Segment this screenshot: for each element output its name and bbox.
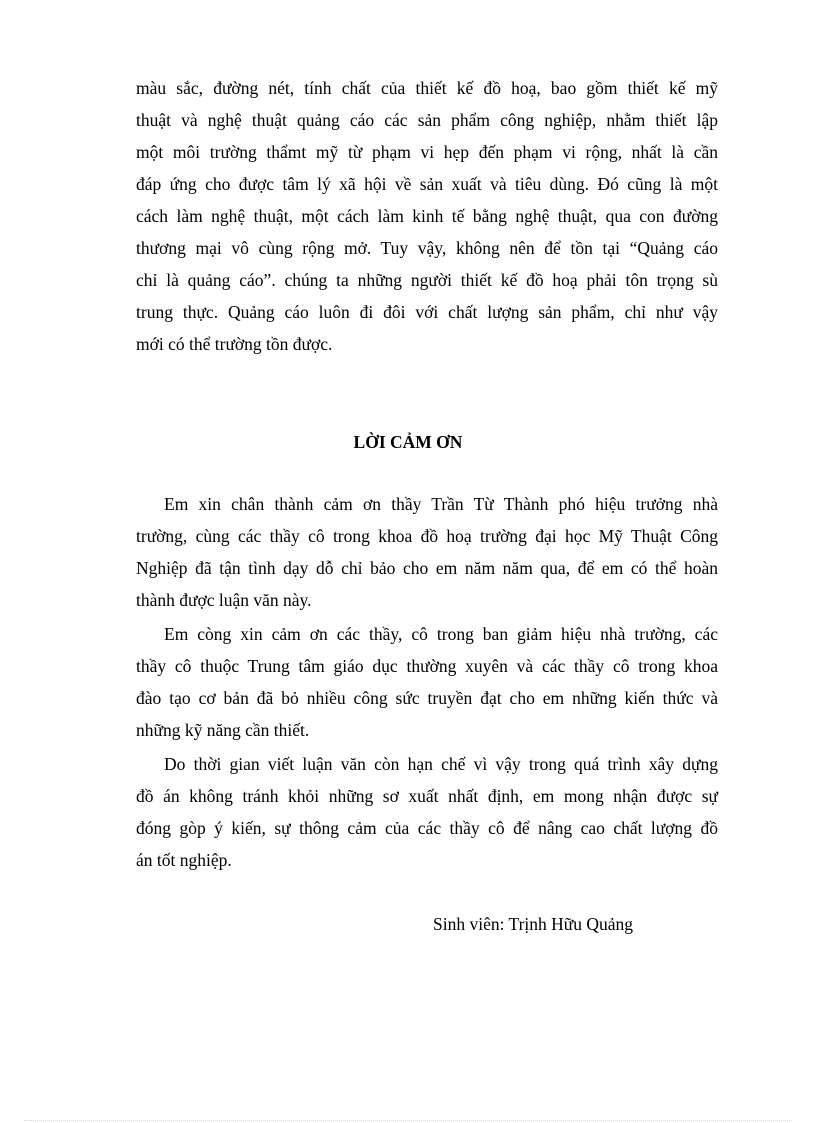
thanks-1-line-3: Nghiệp đã tận tình dạy dỗ chỉ bảo cho em năm năm qua, để em có thể hoàn bbox=[136, 558, 718, 578]
thanks-2-line-1: Em còng xin cảm ơn các thầy, cô trong ban giảm hiệu nhà trường, các bbox=[164, 624, 718, 644]
thanks-3-line-3: đóng gòp ý kiến, sự thông cảm của các thầy cô để nâng cao chất lượng đồ bbox=[136, 818, 718, 838]
thanks-2-line-4: những kỹ năng cần thiết. bbox=[136, 720, 310, 740]
intro-line-7: chỉ là quảng cáo”. chúng ta những người thiết kế đồ hoạ phải tôn trọng sù bbox=[136, 270, 718, 290]
intro-line-8: trung thực. Quảng cáo luôn đi đôi với chất lượng sản phẩm, chỉ như vậy bbox=[136, 302, 718, 322]
thanks-1-line-4: thành được luận văn này. bbox=[136, 590, 312, 610]
thanks-1-line-2: trường, cùng các thầy cô trong khoa đồ hoạ trường đại học Mỹ Thuật Công bbox=[136, 526, 718, 546]
thanks-2-line-3: đào tạo cơ bản đã bỏ nhiều công sức truyền đạt cho em những kiến thức và bbox=[136, 688, 718, 708]
intro-line-6: thương mại vô cùng rộng mở. Tuy vậy, không nên để tồn tại “Quảng cáo bbox=[136, 238, 718, 258]
intro-line-1: màu sắc, đường nét, tính chất của thiết kế đồ hoạ, bao gồm thiết kế mỹ bbox=[136, 78, 718, 98]
thanks-3-line-2: đồ án không tránh khỏi những sơ xuất nhất định, em mong nhận được sự bbox=[136, 786, 718, 806]
section-heading: LỜI CẢM ƠN bbox=[353, 432, 463, 452]
page-bottom-divider bbox=[24, 1120, 792, 1121]
thanks-3-line-1: Do thời gian viết luận văn còn hạn chế vì vậy trong quá trình xây dựng bbox=[164, 754, 718, 774]
intro-line-3: một môi trường thẩmt mỹ từ phạm vi hẹp đến phạm vi rộng, nhất là cần bbox=[136, 142, 718, 162]
intro-line-5: cách làm nghệ thuật, một cách làm kinh tế bằng nghệ thuật, qua con đường bbox=[136, 206, 718, 226]
intro-line-4: đáp ứng cho được tâm lý xã hội về sản xuất và tiêu dùng. Đó cũng là một bbox=[136, 174, 718, 194]
intro-line-9: mới có thể trường tồn được. bbox=[136, 334, 333, 354]
intro-line-2: thuật và nghệ thuật quảng cáo các sản phẩm công nghiệp, nhằm thiết lập bbox=[136, 110, 718, 130]
thanks-2-line-2: thầy cô thuộc Trung tâm giáo dục thường xuyên và các thầy cô trong khoa bbox=[136, 656, 718, 676]
thanks-1-line-1: Em xin chân thành cảm ơn thầy Trần Từ Thành phó hiệu trưởng nhà bbox=[164, 494, 718, 514]
thanks-3-line-4: án tốt nghiệp. bbox=[136, 850, 232, 870]
signature: Sinh viên: Trịnh Hữu Quảng bbox=[433, 914, 634, 934]
